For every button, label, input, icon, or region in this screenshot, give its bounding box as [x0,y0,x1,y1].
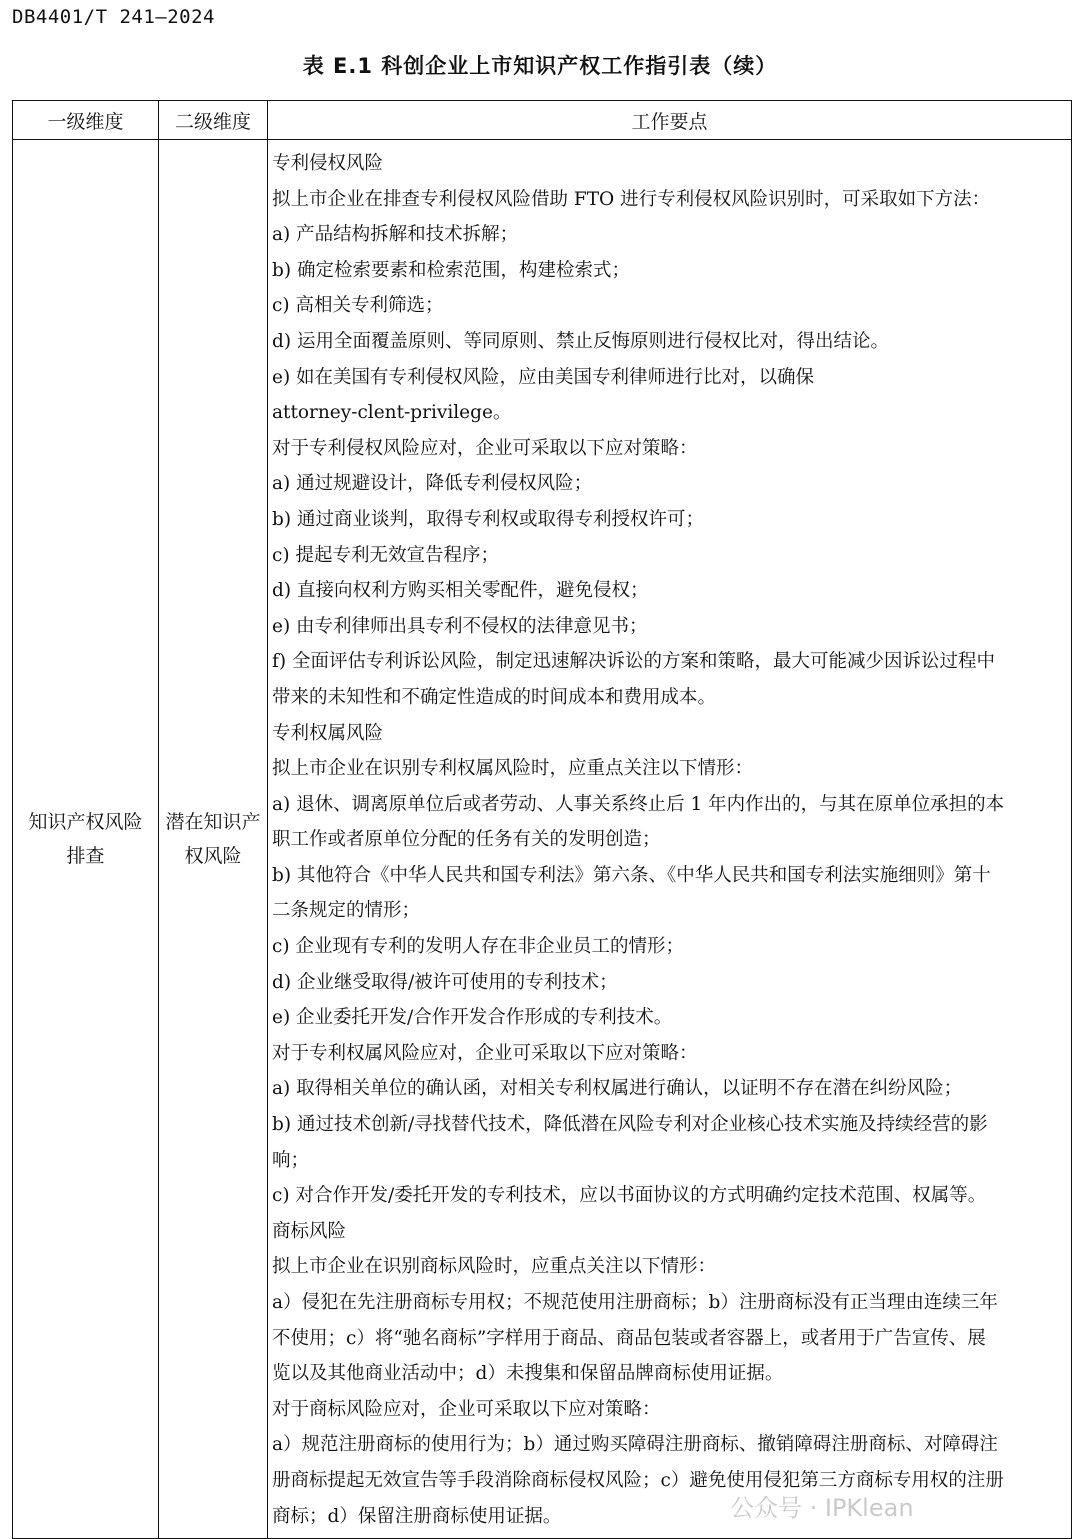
level1-cell [13,140,159,1539]
content-line: a）侵犯在先注册商标专用权；不规范使用注册商标；b）注册商标没有正当理由连续三年 [272,1292,998,1313]
table-row [13,140,1072,1539]
content-line: e) 企业委托开发/合作开发合作形成的专利技术。 [272,1007,673,1029]
content-line: b) 通过技术创新/寻找替代技术，降低潜在风险专利对企业核心技术实施及持续经营的影 [272,1114,988,1136]
content-line: 对于商标风险应对，企业可采取以下应对策略： [272,1398,661,1420]
level2-line: 权风险 [184,845,242,868]
content-line: 拟上市企业在识别专利权属风险时，应重点关注以下情形： [272,758,754,780]
content-line: d) 运用全面覆盖原则、等同原则、禁止反悔原则进行侵权比对，得出结论。 [272,330,889,352]
content-line: a）规范注册商标的使用行为；b）通过购买障碍注册商标、撤销障碍注册商标、对障碍注 [272,1434,998,1456]
content-line: 职工作或者原单位分配的任务有关的发明创造； [272,829,661,851]
content-line: 拟上市企业在排查专利侵权风险借助 FTO 进行专利侵权风险识别时，可采取如下方法： [272,188,991,210]
content-line: attorney-clent-privilege。 [272,402,512,424]
content-line: 拟上市企业在识别商标风险时，应重点关注以下情形： [272,1256,717,1278]
document-id: DB4401/T 241—2024 [12,6,215,28]
content-line: b) 其他符合《中华人民共和国专利法》第六条、《中华人民共和国专利法实施细则》第十 [272,864,991,886]
col-header-level1: 一级维度 [13,101,159,140]
content-line: d) 企业继受取得/被许可使用的专利技术； [272,971,618,993]
content-line: a) 通过规避设计，降低专利侵权风险； [272,473,593,495]
content-line: a) 取得相关单位的确认函，对相关专利权属进行确认，以证明不存在潜在纠纷风险； [272,1078,963,1100]
content-line: 不使用；c）将“驰名商标”字样用于商品、商品包装或者容器上，或者用于广告宣传、展 [272,1327,986,1349]
content-line: d) 直接向权利方购买相关零配件，避免侵权； [272,580,649,602]
content-line: 商标风险 [272,1220,347,1242]
level2-line: 潜在知识产 [165,811,261,834]
content-line: b) 通过商业谈判，取得专利权或取得专利授权许可； [272,508,704,530]
content-line: c) 对合作开发/委托开发的专利技术，应以书面协议的方式明确约定技术范围、权属等。 [272,1185,987,1207]
content-line: 专利侵权风险 [272,153,384,174]
content-line: c) 高相关专利筛选； [272,295,444,317]
table-title: 表 E.1 科创企业上市知识产权工作指引表（续） [302,54,778,78]
header-row [13,101,1072,140]
content-line: e) 如在美国有专利侵权风险，应由美国专利律师进行比对，以确保 [272,366,815,388]
level1-line: 知识产权风险 [28,811,143,834]
content-line: f) 全面评估专利诉讼风险，制定迅速解决诉讼的方案和策略，最大可能减少因诉讼过程中 [272,651,995,673]
content-line: 带来的未知性和不确定性造成的时间成本和费用成本。 [272,686,717,708]
content-line: 商标；d）保留注册商标使用证据。 [272,1505,562,1527]
content-line: 响； [272,1149,310,1171]
content-line: 册商标提起无效宣告等手段消除商标侵权风险；c）避免使用侵犯第三方商标专用权的注册 [272,1469,1004,1491]
content-line: a) 产品结构拆解和技术拆解； [272,224,519,246]
col-header-level2: 二级维度 [159,101,268,140]
level2-cell [159,140,268,1539]
content-line: 对于专利侵权风险应对，企业可采取以下应对策略： [272,437,698,459]
content-line: 对于专利权属风险应对，企业可采取以下应对策略： [272,1042,698,1064]
key-points-cell [268,140,1072,1539]
content-line: 二条规定的情形； [272,900,421,922]
level1-line: 排查 [66,845,105,868]
content-line: e) 由专利律师出具专利不侵权的法律意见书； [272,615,648,637]
content-line: c) 企业现有专利的发明人存在非企业员工的情形； [272,936,684,958]
col-header-key-points: 工作要点 [268,101,1072,140]
content-line: c) 提起专利无效宣告程序； [272,544,499,566]
content-line: b) 确定检索要素和检索范围，构建检索式； [272,259,630,281]
content-line: 览以及其他商业活动中；d）未搜集和保留品牌商标使用证据。 [272,1363,784,1385]
content-line: a) 退休、调离原单位后或者劳动、人事关系终止后 1 年内作出的，与其在原单位承担的本 [272,793,1005,815]
content-line: 专利权属风险 [272,722,384,744]
watermark: 公众号 · IPKlean [730,1494,914,1522]
guide-table [12,100,1072,1539]
